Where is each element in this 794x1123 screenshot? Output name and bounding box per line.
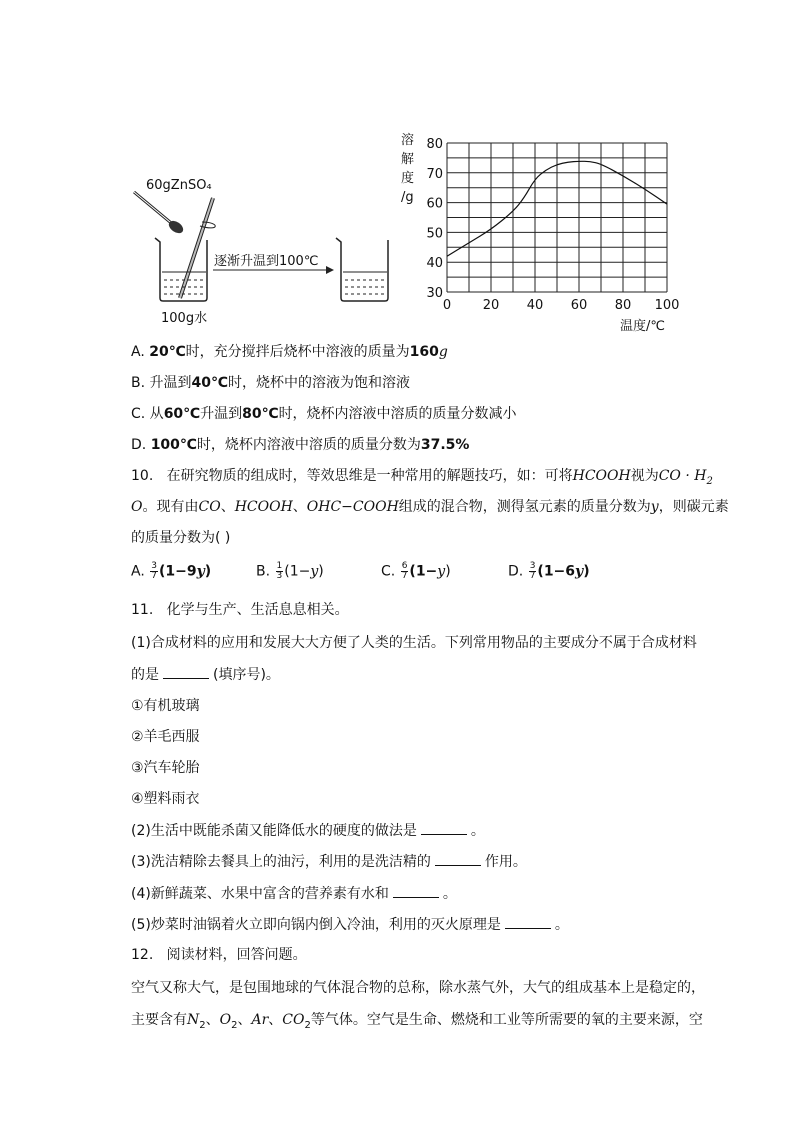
q11-text: 。 xyxy=(470,823,485,839)
fraction-den: 7 xyxy=(401,571,408,581)
q12-text: 等气体。空气是生命、燃烧和工业等所需要的氧的主要来源，空 xyxy=(310,1012,703,1028)
q10-text: 视为 xyxy=(630,468,659,484)
q10-text: 、 xyxy=(220,499,235,515)
solute-label: 60gZnSO₄ xyxy=(146,178,212,193)
fraction xyxy=(276,562,284,581)
q11-text: (填序号)。 xyxy=(213,667,280,683)
option-expr: (1−6 xyxy=(537,563,576,580)
q10-line-2 xyxy=(131,497,729,517)
q11-item: ④塑料雨衣 xyxy=(131,791,200,807)
q11-text: 。 xyxy=(442,886,457,902)
q10-line-1 xyxy=(131,466,713,492)
q12-text: 、 xyxy=(205,1012,220,1028)
answer-blank[interactable] xyxy=(435,851,481,866)
option-expr: (1− xyxy=(284,563,311,580)
formula: CO xyxy=(198,499,221,515)
formula: HCOOH xyxy=(572,468,631,484)
option-expr: ) xyxy=(318,563,324,580)
y-tick-label: 30 xyxy=(426,286,443,301)
y-tick-label: 60 xyxy=(426,196,443,212)
option-expr: (1−9 xyxy=(158,563,197,580)
formula: Ar xyxy=(251,1012,269,1028)
q10-text: 在研究物质的组成时，等效思维是一种常用的解题技巧，如：可将 xyxy=(166,468,573,484)
q11-part4 xyxy=(131,883,457,904)
q11-text: 作用。 xyxy=(484,854,527,870)
opt-text: D. xyxy=(131,437,151,453)
question-number: 11. xyxy=(131,602,154,618)
q10-option-a[interactable] xyxy=(131,562,211,581)
q10-text: 。现有由 xyxy=(142,499,199,515)
option-label: D. xyxy=(508,563,528,580)
opt-text: 升温到 xyxy=(200,406,243,422)
opt-text: C. 从 xyxy=(131,406,164,422)
y-tick-label: 50 xyxy=(426,226,443,242)
option-var: y xyxy=(575,563,584,580)
q12-stem xyxy=(131,945,307,965)
x-tick-label: 60 xyxy=(570,298,588,313)
q11-part2 xyxy=(131,820,485,841)
question-number: 12. xyxy=(131,947,154,963)
opt-text: 160 xyxy=(409,344,439,360)
option-var: y xyxy=(196,563,205,580)
formula-sub: 2 xyxy=(706,475,713,487)
option-expr: ) xyxy=(583,563,590,580)
q10-text: 、 xyxy=(292,499,307,515)
q10-text: ，则碳元素 xyxy=(658,499,729,515)
q9-option-c xyxy=(131,404,517,424)
formula: CO · H xyxy=(658,468,707,484)
question-number: 10. xyxy=(131,468,154,484)
q12-text: 、 xyxy=(237,1012,252,1028)
q11-item: ①有机玻璃 xyxy=(131,698,200,714)
solubility-chart xyxy=(415,130,695,335)
q11-stem xyxy=(131,600,349,620)
y-tick-label: 80 xyxy=(426,137,443,152)
q11-text: 化学与生产、生活息息相关。 xyxy=(166,602,349,618)
y-tick-label: 70 xyxy=(426,166,443,182)
fraction xyxy=(529,562,537,581)
opt-text: 20℃ xyxy=(149,344,186,360)
q10-text: 组成的混合物，测得氢元素的质量分数为 xyxy=(398,499,651,515)
fraction xyxy=(401,562,409,581)
formula-sub: 2 xyxy=(199,1019,206,1031)
formula-sub: 2 xyxy=(231,1019,238,1031)
q11-text: (4)新鲜蔬菜、水果中富含的营养素有水和 xyxy=(131,886,389,902)
x-tick-label: 40 xyxy=(526,298,544,313)
q10-option-c[interactable] xyxy=(381,562,451,581)
opt-text: 60℃ xyxy=(163,406,201,422)
answer-blank[interactable] xyxy=(393,883,439,898)
fraction-num: 3 xyxy=(151,561,157,571)
option-expr: ) xyxy=(445,563,451,580)
q11-item: ③汽车轮胎 xyxy=(131,760,200,776)
q9-option-d xyxy=(131,435,469,455)
x-tick-label: 80 xyxy=(614,298,632,313)
opt-text: 时，烧杯内溶液中溶质的质量分数为 xyxy=(196,437,421,453)
q9-option-a xyxy=(131,342,448,362)
q11-text: (3)洗洁精除去餐具上的油污，利用的是洗洁精的 xyxy=(131,854,431,870)
q9-option-b xyxy=(131,373,410,393)
fraction-num: 6 xyxy=(401,561,408,571)
glass-rod-icon xyxy=(180,198,215,298)
q12-text: 主要含有 xyxy=(131,1012,187,1028)
arrow-label: 逐渐升温到100℃ xyxy=(214,254,319,269)
water-label: 100g水 xyxy=(161,311,208,326)
x-tick-label: 100 xyxy=(654,298,680,313)
fraction-den: 7 xyxy=(529,571,536,581)
option-label: A. xyxy=(131,563,150,580)
option-label: C. xyxy=(381,563,400,580)
option-expr: (1− xyxy=(409,563,438,580)
q12-line-1 xyxy=(131,978,705,998)
q10-line-3 xyxy=(131,528,230,548)
opt-text: 时，充分搅拌后烧杯中溶液的质量为 xyxy=(185,344,410,360)
fraction-den: 3 xyxy=(276,571,283,581)
option-var: y xyxy=(310,563,319,580)
q11-text: 。 xyxy=(554,917,569,933)
q11-text: (2)生活中既能杀菌又能降低水的硬度的做法是 xyxy=(131,823,417,839)
formula: O xyxy=(131,499,143,515)
y-axis-label-char: 度 xyxy=(401,171,415,186)
formula: N xyxy=(187,1012,200,1028)
y-axis-label-char: 解 xyxy=(401,152,415,167)
q11-item: ②羊毛西服 xyxy=(131,729,200,745)
formula: CO xyxy=(282,1012,305,1028)
q10-option-b[interactable] xyxy=(256,562,324,581)
q11-text: (5)炒菜时油锅着火立即向锅内倒入冷油，利用的灭火原理是 xyxy=(131,917,501,933)
formula: OHC−COOH xyxy=(306,499,399,515)
q12-text: 、 xyxy=(268,1012,283,1028)
x-axis-label: 温度/℃ xyxy=(620,319,665,334)
q11-text: (1)合成材料的应用和发展大大方便了人类的生活。下列常用物品的主要成分不属于合成材料 xyxy=(131,635,697,651)
x-tick-label: 20 xyxy=(482,298,500,313)
formula: y xyxy=(650,499,659,515)
q11-text: 的是 xyxy=(131,667,159,683)
fraction-num: 3 xyxy=(529,561,536,571)
formula-sub: 2 xyxy=(304,1019,311,1031)
q10-option-d[interactable] xyxy=(508,562,590,581)
opt-text: 时，烧杯内溶液中溶质的质量分数减小 xyxy=(278,406,517,422)
y-axis-label-char: 溶 xyxy=(401,133,415,148)
opt-text: 40℃ xyxy=(191,375,228,391)
opt-text: g xyxy=(438,344,448,360)
fraction-num: 1 xyxy=(276,561,283,571)
opt-text: A. xyxy=(131,344,150,360)
spoon-icon xyxy=(134,192,185,236)
q11-part1-line1 xyxy=(131,633,697,653)
answer-blank[interactable] xyxy=(163,664,209,679)
opt-text: B. 升温到 xyxy=(131,375,192,391)
y-tick-label: 40 xyxy=(426,256,443,272)
option-expr: ) xyxy=(204,563,212,580)
q12-text: 空气又称大气，是包围地球的气体混合物的总称，除水蒸气外，大气的组成基本上是稳定的， xyxy=(131,980,705,996)
opt-text: 37.5% xyxy=(420,437,470,453)
answer-blank[interactable] xyxy=(421,820,467,835)
opt-text: 时，烧杯中的溶液为饱和溶液 xyxy=(227,375,410,391)
x-tick-label: 0 xyxy=(442,298,452,313)
opt-text: 80℃ xyxy=(242,406,279,422)
q10-text: 的质量分数为( ) xyxy=(131,530,231,546)
beaker-right xyxy=(336,238,388,301)
option-var: y xyxy=(437,563,446,580)
q12-text: 阅读材料，回答问题。 xyxy=(166,947,307,963)
opt-text: 100℃ xyxy=(150,437,197,453)
y-axis-label-char: /g xyxy=(401,190,414,205)
formula: O xyxy=(219,1012,232,1028)
answer-blank[interactable] xyxy=(505,914,551,929)
q11-part3 xyxy=(131,851,527,872)
q12-line-2 xyxy=(131,1010,703,1036)
q11-part5 xyxy=(131,914,569,935)
option-label: B. xyxy=(256,563,275,580)
formula: HCOOH xyxy=(234,499,293,515)
fraction-den: 7 xyxy=(151,571,157,581)
q11-part1-line2 xyxy=(131,664,280,685)
fraction xyxy=(150,562,158,581)
